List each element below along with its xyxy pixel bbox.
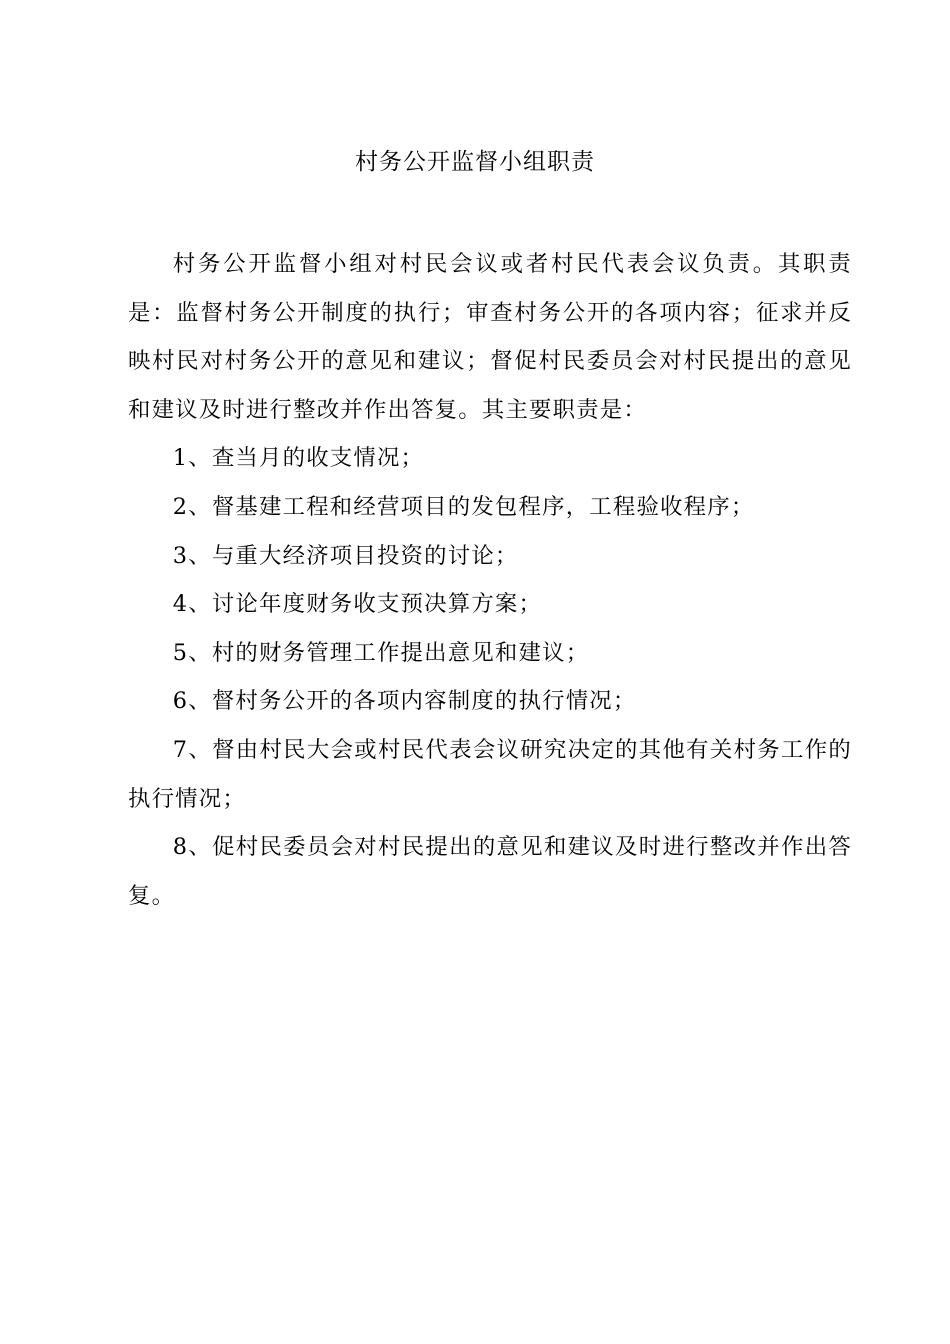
document-body [128,240,852,920]
duty-item-7: 7、督由村民大会或村民代表会议研究决定的其他有关村务工作的执行情况； [128,736,852,812]
document-title: 村务公开监督小组职责 [355,149,595,175]
intro-paragraph: 村务公开监督小组对村民会议或者村民代表会议负责。其职责是：监督村务公开制度的执行；审查村务公开的各项内容；征求并反映村民对村务公开的意见和建议；督促村民委员会对村民提出的意见和建议及时进行整改并作出答复。其主要职责是： [128,251,852,423]
duty-item-1: 1、查当月的收支情况； [172,445,425,472]
duty-item-6: 6、督村务公开的各项内容制度的执行情况； [172,688,637,715]
duty-item-3: 3、与重大经济项目投资的讨论； [172,542,519,569]
duty-item-8: 8、促村民委员会对村民提出的意见和建议及时进行整改并作出答复。 [128,834,852,909]
duty-item-5: 5、村的财务管理工作提出意见和建议； [172,639,590,666]
duty-item-2: 2、督基建工程和经营项目的发包程序，工程验收程序； [172,493,755,520]
duty-item-4: 4、讨论年度财务收支预决算方案； [172,591,543,618]
